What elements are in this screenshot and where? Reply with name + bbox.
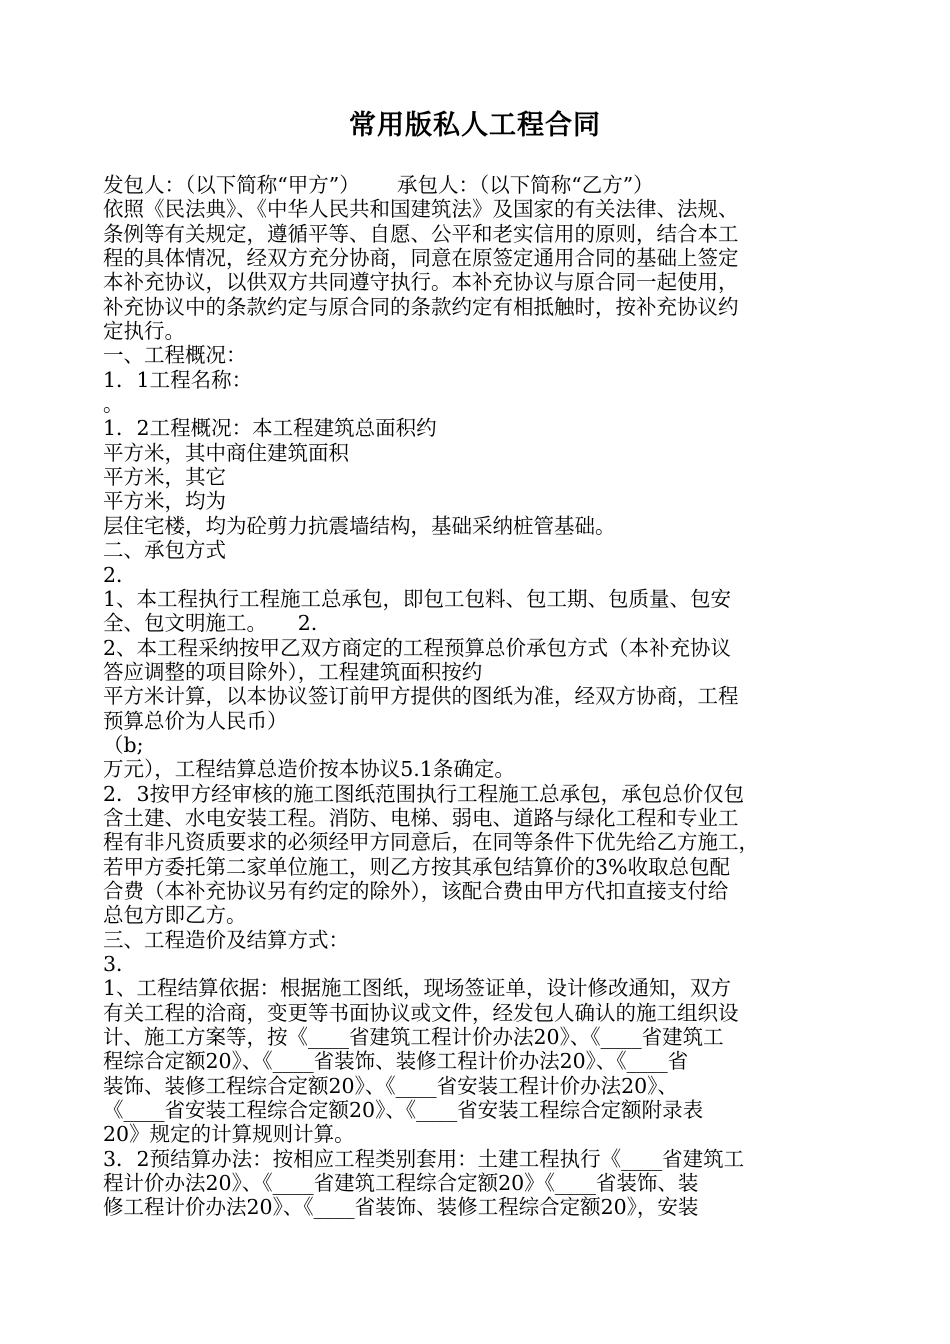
document-title: 常用版私人工程合同	[349, 110, 601, 141]
body-line: 含土建、水电安装工程。消防、电梯、弱电、道路与绿化工程和专业工	[103, 805, 739, 830]
body-line: 补充协议中的条款约定与原合同的条款约定有相抵触时，按补充协议约	[103, 294, 739, 319]
body-line: 1、本工程执行工程施工总承包，即包工包料、包工期、包质量、包安	[103, 586, 732, 611]
body-line: 依照《民法典》、《中华人民共和国建筑法》及国家的有关法律、法规、	[103, 197, 739, 222]
body-line: 本补充协议，以供双方共同遵守执行。本补充协议与原合同一起使用，	[103, 270, 739, 295]
body-line: 二、承包方式	[103, 538, 226, 563]
body-line: 答应调整的项目除外），工程建筑面积按约	[103, 659, 483, 684]
body-line: 20》规定的计算规则计算。	[103, 1122, 355, 1147]
body-line: 2．	[103, 562, 137, 587]
body-line: 程综合定额20》、《____省装饰、装修工程计价办法20》、《____省	[103, 1049, 689, 1074]
body-line: 1．1工程名称：	[103, 367, 253, 392]
body-line: 平方米，其它	[103, 465, 226, 490]
body-line: 平方米，均为	[103, 489, 226, 514]
body-line: 。	[103, 392, 124, 417]
body-line: 总包方即乙方。	[103, 903, 247, 928]
body-line: 有关工程的洽商，变更等书面协议或文件，经发包人确认的施工组织设	[103, 1000, 739, 1025]
body-line: 3．	[103, 952, 137, 976]
body-line: 发包人：（以下简称“甲方”） 承包人：（以下简称“乙方”）	[103, 173, 654, 197]
body-line: 装饰、装修工程综合定额20》、《____省安装工程计价办法20》、	[103, 1073, 678, 1098]
body-line: 平方米，其中商住建筑面积	[103, 440, 349, 465]
body-line: 层住宅楼，均为砼剪力抗震墙结构，基础采纳桩管基础。	[103, 513, 616, 538]
body-line: 1、工程结算依据：根据施工图纸，现场签证单，设计修改通知，双方	[103, 976, 732, 1001]
body-line: 全、包文明施工。 2.	[103, 611, 318, 636]
body-line: 三、工程造价及结算方式：	[103, 927, 349, 952]
body-line: 平方米计算，以本协议签订前甲方提供的图纸为准，经双方协商，工程	[103, 684, 739, 709]
body-line: 《____省安装工程综合定额20》、《____省安装工程综合定额附录表	[103, 1098, 704, 1123]
body-line: 程计价办法20》、《____省建筑工程综合定额20》《____省装饰、装	[103, 1171, 699, 1196]
body-line: 1．2工程概况：本工程建筑总面积约	[103, 416, 437, 441]
body-line: 万元），工程结算总造价按本协议5.1条确定。	[103, 757, 515, 782]
body-line: 一、工程概况：	[103, 343, 247, 368]
body-line: 预算总价为人民币）	[103, 708, 288, 733]
document-body	[103, 173, 863, 1220]
body-line: 修工程计价办法20》、《____省装饰、装修工程综合定额20》，安装	[103, 1195, 699, 1220]
body-line: 3．2预结算办法：按相应工程类别套用：土建工程执行《____省建筑工	[103, 1146, 745, 1171]
body-line: 2、本工程采纳按甲乙双方商定的工程预算总价承包方式（本补充协议	[103, 635, 732, 660]
body-line: 2．3按甲方经审核的施工图纸范围执行工程施工总承包，承包总价仅包	[103, 781, 745, 806]
body-line: （b;	[103, 732, 144, 757]
body-line: 程有非凡资质要求的必须经甲方同意后，在同等条件下优先给乙方施工，	[103, 830, 759, 855]
body-line: 计、施工方案等，按《____省建筑工程计价办法20》、《____省建筑工	[103, 1025, 724, 1050]
body-line: 定执行。	[103, 319, 185, 344]
body-line: 合费（本补充协议另有约定的除外），该配合费由甲方代扣直接支付给	[103, 878, 729, 903]
body-line: 若甲方委托第二家单位施工，则乙方按其承包结算价的3%收取总包配	[103, 854, 731, 879]
body-line: 程的具体情况，经双方充分协商，同意在原签定通用合同的基础上签定	[103, 246, 739, 271]
body-line: 条例等有关规定，遵循平等、自愿、公平和老实信用的原则，结合本工	[103, 221, 739, 246]
